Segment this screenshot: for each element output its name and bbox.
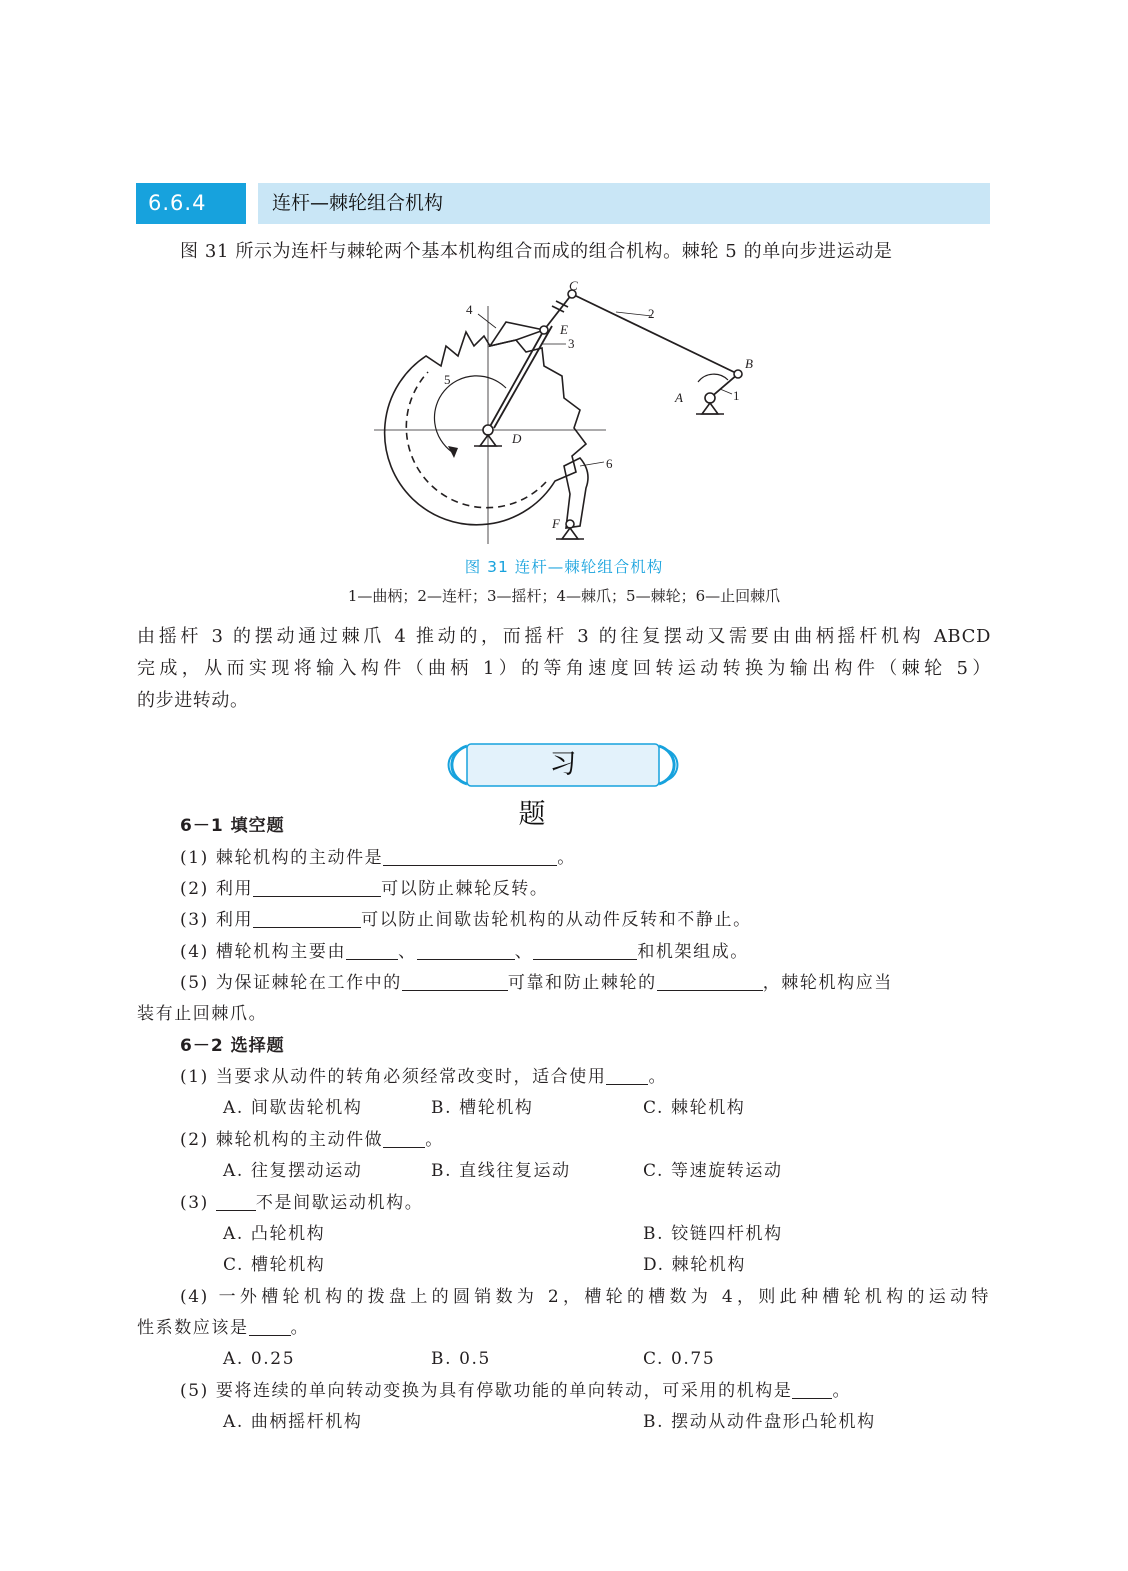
q62-5-option-a[interactable]: A. 曲柄摇杆机构 xyxy=(223,1412,363,1432)
q62-3-option-a[interactable]: A. 凸轮机构 xyxy=(223,1224,326,1244)
q61-item-5: (5) 为保证棘轮在工作中的 可靠和防止棘轮的 ，棘轮机构应当 xyxy=(180,973,893,993)
q62-1-option-b[interactable]: B. 槽轮机构 xyxy=(431,1098,534,1118)
q61-item-4: (4) 槽轮机构主要由 、 、 和机架组成。 xyxy=(180,942,749,962)
q61-item-5-cont: 装有止回棘爪。 xyxy=(137,1004,268,1024)
q62-1-option-c[interactable]: C. 棘轮机构 xyxy=(643,1098,746,1118)
label-5: 5 xyxy=(444,372,451,387)
q62-item-2: (2) 棘轮机构的主动件做 。 xyxy=(180,1130,444,1150)
q62-item-1: (1) 当要求从动件的转角必须经常改变时，适合使用 。 xyxy=(180,1067,668,1087)
answer-blank[interactable] xyxy=(792,1380,832,1399)
q62-2-option-c[interactable]: C. 等速旋转运动 xyxy=(643,1161,783,1181)
label-6: 6 xyxy=(606,456,613,471)
exercises-banner xyxy=(447,740,679,830)
q62-3-option-c[interactable]: C. 槽轮机构 xyxy=(223,1255,326,1275)
q62-4-option-c[interactable]: C. 0.75 xyxy=(643,1349,716,1369)
answer-blank[interactable] xyxy=(533,941,637,960)
q62-5-option-b[interactable]: B. 摆动从动件盘形凸轮机构 xyxy=(643,1412,876,1432)
answer-blank[interactable] xyxy=(417,941,515,960)
answer-blank[interactable] xyxy=(606,1066,648,1085)
answer-blank[interactable] xyxy=(402,972,508,991)
answer-blank[interactable] xyxy=(249,1317,291,1336)
q61-heading: 6－1 填空题 xyxy=(180,816,285,836)
q62-item-4-cont: 性系数应该是 。 xyxy=(137,1318,310,1338)
intro-paragraph: 图 31 所示为连杆与棘轮两个基本机构组合而成的组合机构。棘轮 5 的单向步进运动是 xyxy=(180,241,893,262)
figure-caption: 图 31 连杆—棘轮组合机构 xyxy=(464,558,664,576)
label-1: 1 xyxy=(733,388,740,403)
answer-blank[interactable] xyxy=(383,847,557,866)
q62-item-4: (4) 一外槽轮机构的拨盘上的圆销数为 2，槽轮的槽数为 4，则此种槽轮机构的运动特 xyxy=(180,1287,990,1307)
answer-blank[interactable] xyxy=(253,878,381,897)
label-2: 2 xyxy=(648,306,655,321)
body-line-2: 完成，从而实现将输入构件（曲柄 1）的等角速度回转运动转换为输出构件（棘轮 5） xyxy=(137,658,991,679)
q62-4-option-b[interactable]: B. 0.5 xyxy=(431,1349,491,1369)
q62-3-option-b[interactable]: B. 铰链四杆机构 xyxy=(643,1224,783,1244)
answer-blank[interactable] xyxy=(253,909,361,928)
q61-item-3: (3) 利用 可以防止间歇齿轮机构的从动件反转和不静止。 xyxy=(180,910,752,930)
label-E: E xyxy=(560,322,568,337)
q62-3-option-d[interactable]: D. 棘轮机构 xyxy=(643,1255,747,1275)
label-A: A xyxy=(675,390,683,405)
exercises-title: 习题 xyxy=(518,749,639,830)
answer-blank[interactable] xyxy=(657,972,763,991)
label-4: 4 xyxy=(466,302,473,317)
section-title: 连杆—棘轮组合机构 xyxy=(258,183,990,224)
q62-heading: 6－2 选择题 xyxy=(180,1036,285,1056)
q62-2-option-a[interactable]: A. 往复摆动运动 xyxy=(223,1161,363,1181)
mechanism-figure xyxy=(366,276,766,556)
q62-item-3: (3) 不是间歇运动机构。 xyxy=(180,1193,424,1213)
label-F: F xyxy=(552,516,560,531)
figure-legend: 1—曲柄；2—连杆；3—摇杆；4—棘爪；5—棘轮；6—止回棘爪 xyxy=(347,587,781,605)
label-B: B xyxy=(745,356,753,371)
q62-item-5: (5) 要将连续的单向转动变换为具有停歇功能的单向转动，可采用的机构是 。 xyxy=(180,1381,852,1401)
body-line-1: 由摇杆 3 的摆动通过棘爪 4 推动的，而摇杆 3 的往复摆动又需要由曲柄摇杆机构 ABCD xyxy=(137,626,991,647)
answer-blank[interactable] xyxy=(216,1192,256,1211)
q62-1-option-a[interactable]: A. 间歇齿轮机构 xyxy=(223,1098,363,1118)
section-header xyxy=(136,183,990,224)
label-D: D xyxy=(512,431,522,446)
answer-blank[interactable] xyxy=(346,941,398,960)
section-number: 6.6.4 xyxy=(136,183,246,224)
q61-item-1: (1) 棘轮机构的主动件是 。 xyxy=(180,848,576,868)
label-C: C xyxy=(569,278,578,293)
answer-blank[interactable] xyxy=(383,1129,425,1148)
q62-2-option-b[interactable]: B. 直线往复运动 xyxy=(431,1161,571,1181)
body-line-3: 的步进转动。 xyxy=(137,690,249,711)
q61-item-2: (2) 利用 可以防止棘轮反转。 xyxy=(180,879,549,899)
q62-4-option-a[interactable]: A. 0.25 xyxy=(223,1349,296,1369)
label-3: 3 xyxy=(568,336,575,351)
